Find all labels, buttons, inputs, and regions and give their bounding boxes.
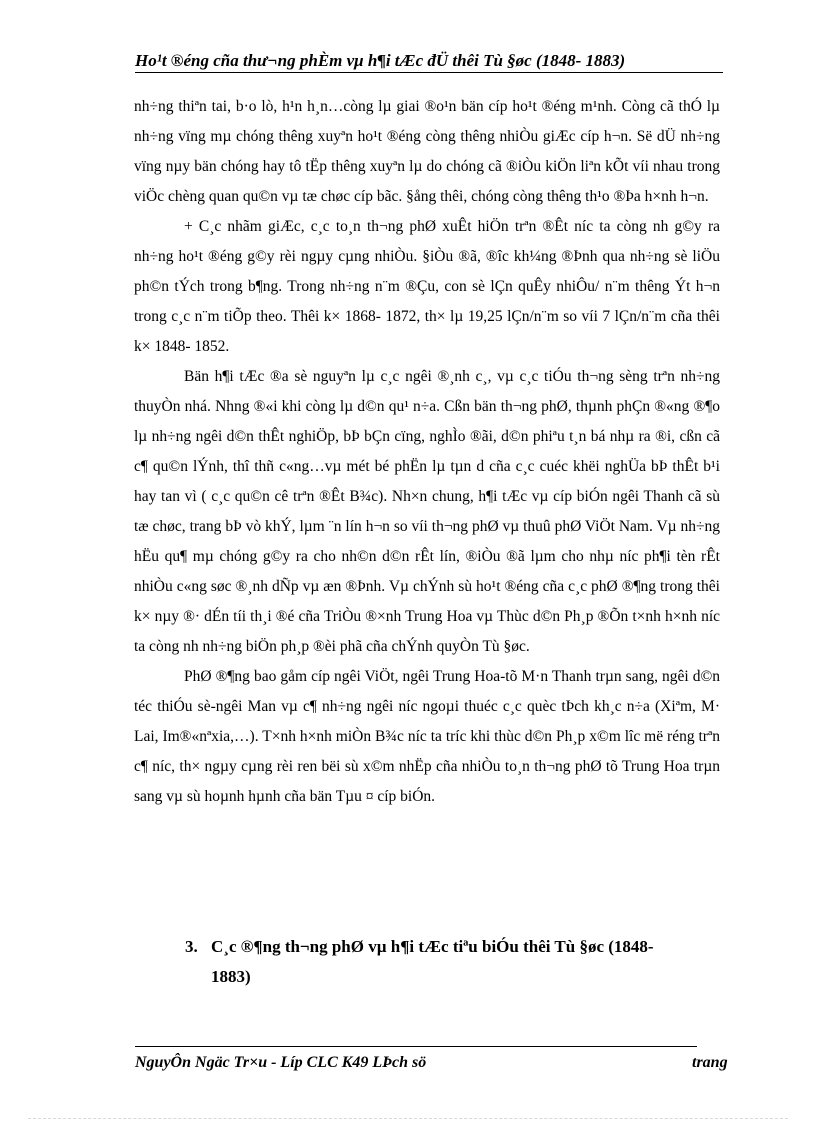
paragraph-2: + C¸c nhãm giÆc, c¸c to¸n th¬ng phØ xuÊt hiÖn trªn ®Êt níc ta còng nh g©y ra nh÷ng ho¹t ®éng g©y rèi ngµy cµng nhiÒu. §iÒu ®ã, ®îc kh¼ng ®Þnh qua nh÷ng sè liÖu ph©n tÝch trong b¶ng. Trong nh÷ng n¨m ®Çu, con sè lÇn quÊy nhiÔu/ n¨m thêng Ýt h¬n trong c¸c n¨m tiÕp theo. Thêi k× 1868- 1872, th× lµ 19,25 lÇn/n¨m so víi 7 lÇn/n¨m cña thêi k× 1848- 1852. xyxy=(134,218,720,355)
footer-page-label: trang xyxy=(692,1054,728,1071)
section-title-line-2: 1883) xyxy=(211,967,251,986)
running-header: Ho¹t ®éng cña thư¬ng phÈm vμ h¶i tÆc đÜ thêi Tù §øc (1848- 1883) xyxy=(135,51,626,70)
paragraph-4: PhØ ®¶ng bao gåm cíp ngêi ViÖt, ngêi Trung Hoa-tõ M·n Thanh trµn sang, ngêi d©n téc thiÓu sè-ngêi Man vµ c¶ nh÷ng ngêi níc ngoµi thuéc c¸c quèc tÞch kh¸c n÷a (Xiªm, M· Lai, Im®«nªxia,…). T×nh h×nh miÒn B¾c níc ta tríc khi thùc d©n Ph¸p x©m lîc më réng trªn c¶ níc, th× ngµy cµng rèi ren bëi sù x©m nhËp cña nhiÒu to¸n th¬ng phØ tõ Trung Hoa trµn sang vµ sù hoµnh hµnh cña bän Tµu ¤ cíp biÓn. xyxy=(134,668,720,805)
body-text xyxy=(134,92,720,812)
paragraph-1: nh÷ng thiªn tai, b·o lò, h¹n h¸n…còng lµ giai ®o¹n bän cíp ho¹t ®éng m¹nh. Còng cã thÓ lµ nh÷ng vïng mµ chóng thêng xuyªn ho¹t ®éng còng thêng nhiÒu giÆc cíp h¬n. Së dÜ nh÷ng vïng nµy bän chóng hay tô tËp thêng xuyªn lµ do chóng cã ®iÒu kiÖn liªn kÕt víi nhau trong viÖc chèng quan qu©n vµ tæ chøc cíp bãc. §ång thêi, chóng còng thêng th¹o ®Þa h×nh h¬n. xyxy=(134,98,720,205)
page-edge-line xyxy=(28,1118,788,1119)
paragraph-3: Bän h¶i tÆc ®a sè nguyªn lµ c¸c ngêi ®¸nh c¸, vµ c¸c tiÓu th¬ng sèng trªn nh÷ng thuyÒn nhá. Nhng ®«i khi còng lµ d©n qu¹ n÷a. Cßn bän th¬ng phØ, thµnh phÇn ®«ng ®¶o lµ nh÷ng ngêi d©n thÊt nghiÖp, bÞ bÇn cïng, nghÌo ®ãi, d©n phiªu t¸n bá nhµ ra ®i, cßn cã c¶ qu©n lÝnh, thî thñ c«ng…vµ mét bé phËn lµ tµn d cña c¸c cuéc khëi nghÜa bÞ thÊt b¹i hay tan vì ( c¸c qu©n cê trªn ®Êt B¾c). Nh×n chung, h¶i tÆc vµ cíp biÓn ngêi Thanh cã sù tæ chøc, trang bÞ vò khÝ, lµm ¨n lín h¬n so víi th¬ng phØ vµ thuû phØ ViÖt Nam. Vµ nh÷ng hËu qu¶ mµ chóng g©y ra cho nh©n d©n rÊt lín, ®iÒu ®ã lµm cho nhµ níc ph¶i tèn rÊt nhiÒu c«ng søc ®¸nh dÑp vµ æn ®Þnh. Vµ chÝnh sù ho¹t ®éng cña c¸c phØ ®¶ng trong thêi k× nµy ®· dÉn tíi th¸i ®é cña TriÒu ®×nh Trung Hoa vµ Thùc d©n Ph¸p ®Õn t×nh h×nh níc ta còng nh nh÷ng biÖn ph¸p ®èi phã cña chÝnh quyÒn Tù §øc. xyxy=(134,368,720,655)
section-title-line-1: C¸c ®¶ng th¬ng phØ vµ h¶i tÆc tiªu biÓu thêi Tù §øc (1848- xyxy=(211,937,654,956)
section-heading xyxy=(185,932,705,992)
header-divider xyxy=(135,72,723,73)
footer-divider xyxy=(135,1046,697,1047)
section-number: 3. xyxy=(185,937,198,956)
footer-author: NguyÔn Ngäc Tr×u - Líp CLC K49 LÞch sö xyxy=(135,1054,427,1071)
